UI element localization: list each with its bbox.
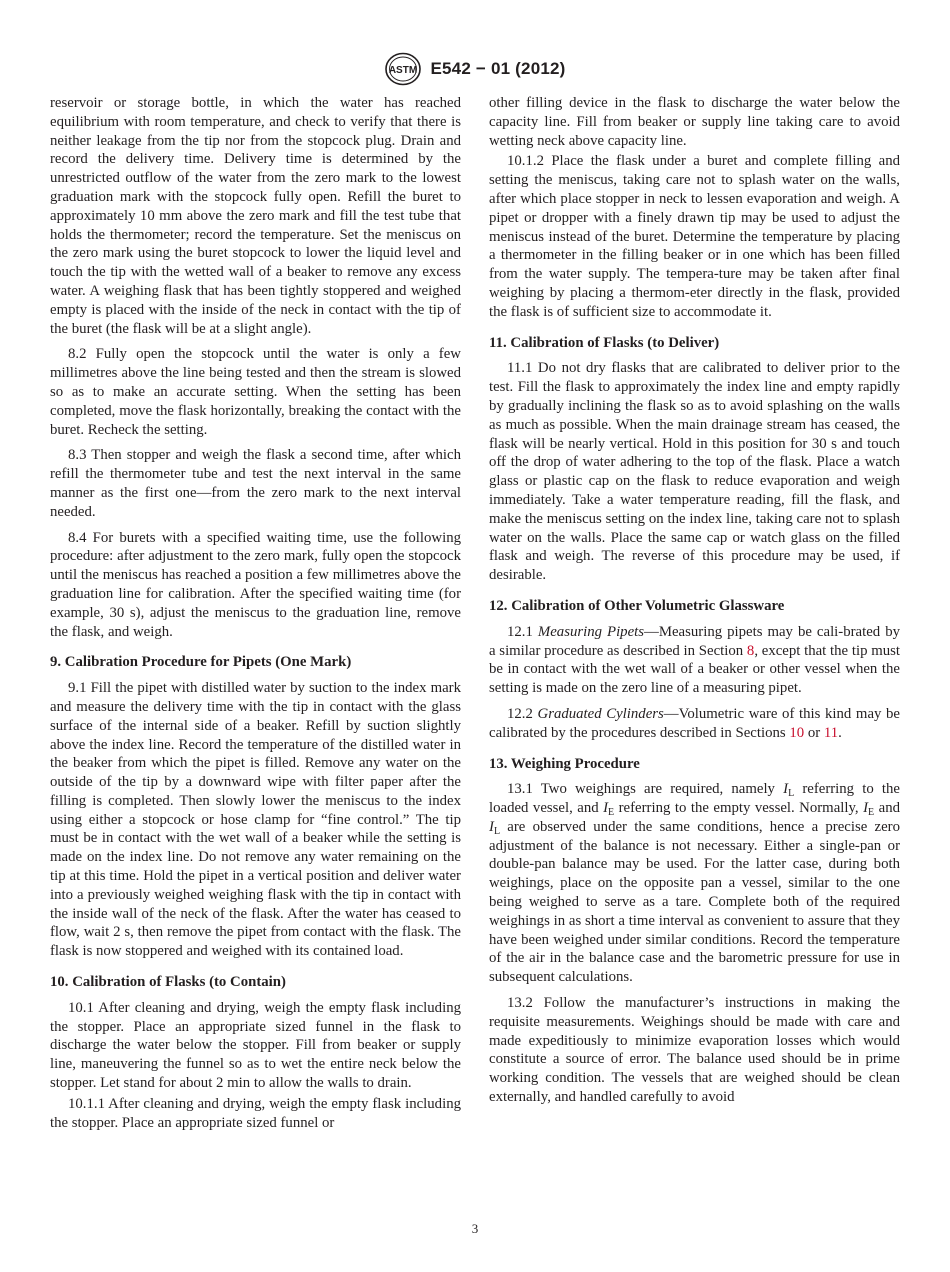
paragraph-8-1-continued: reservoir or storage bottle, in which the water has reached equilibrium with room temperature, and check to verify that there is neither leakage from the tip nor from the stopcock plug. Drain and record the delivery time. Delivery time is determined by the unrestricted outflow of the water from the zero mark to the lowest graduation mark with the stopcock fully open. Refill the buret to approximately 10 mm above the zero mark and fill the test tube that holds the thermometer; record the temperature. Set the meniscus on the zero mark using the buret stopcock to lower the liquid level and touch the tip with the wetted wall of a beaker to remove any excess water. A weighing flask that has been tightly stoppered and weighed empty is placed with the inside of the neck in contact with the tip of the buret (the flask will be at a slight angle).: [50, 95, 461, 337]
paragraph-13-1: 13.1 Two weighings are required, namely $I_L$ referring to the loaded vessel, and $I_E$ referring to the empty vessel. Normally, $I_E$ and $I_L$ are observed under the same conditions, hence a precise zero adjustment of the balance is not necessary. Either a single-pan or double-pan balance may be used. For the latter case, during both weighings, place on the opposite pan a vessel, similar to the one being weighed to serve as a tare. Complete both of the required weighings in as short a time interval as convenient to assure that they have been weighed under similar conditions. Record the temperature of the air in the balance case and the barometric pressure for use in subsequent calculations.: [489, 781, 900, 986]
paragraph-10-1-1: 10.1.1 After cleaning and drying, weigh the empty flask including the stopper. Place an appropriate sized funnel or: [50, 1095, 461, 1131]
measuring-pipets-label: Measuring Pipets: [537, 623, 645, 640]
section-8-link[interactable]: 8: [746, 642, 755, 659]
paragraph-11-1: 11.1 Do not dry flasks that are calibrated to deliver prior to the test. Fill the flask to approximately the index line and empty rapidly by gradually inclining the flask so as to avoid splashing on the walls as much as possible. When the main drainage stream has ceased, the flask will be nearly vertical. Hold in this position for 30 s and touch off the drop of water adhering to the top of the flask. Place a watch glass or plastic cap on the flask to reduce evaporation and weigh immediately. Take a water temperature reading, fill the flask, and make the meniscus setting on the index line, taking care not to splash water on the walls. Place the same cap or watch glass on the filled flask and weigh. The reverse of this procedure may be used, if desirable.: [489, 360, 900, 584]
document-designation: E542 − 01 (2012): [430, 59, 566, 78]
paragraph-10-1-2: 10.1.2 Place the flask under a buret and complete filling and setting the meniscus, taking care not to splash water on the walls, after which place stopper in neck to lessen evaporation and weigh. A pipet or dropper with a finely drawn tip may be used to adjust the meniscus instead of the buret. Determine the temperature by placing a thermometer in the filling beaker or in one which has been filled from the water supply. The tempera-ture may be taken after final weighing by placing a thermom-eter directly in the flask, provided the flask is of sufficient size to accommodate it.: [489, 153, 900, 320]
left-column: [50, 94, 461, 1139]
paragraph-8-2: 8.2 Fully open the stopcock until the water is only a few millimetres above the line being tested and then the stream is slowed so as to make an accurate setting. When the setting has been completed, move the flask horizontally, breaking the contact with the buret. Recheck the setting.: [50, 346, 461, 438]
paragraph-10-1: 10.1 After cleaning and drying, weigh the empty flask including the stopper. Place an appropriate sized funnel in the flask to discharge the water below the stopper. Fill from beaker or supply line, maneuvering the funnel so as to wet the entire neck below the stopper. Let stand for about 2 min to allow the walls to drain.: [50, 999, 461, 1092]
section-10-link[interactable]: 10: [789, 724, 805, 741]
paragraph-12-1: 12.1 Measuring Pipets—Measuring pipets may be cali-brated by a similar procedure as described in Section 8, except that the tip must be in contact with the wet wall of a beaker or other vessel when the setting is made on the zero line of a measuring pipet.: [489, 623, 900, 697]
paragraph-12-2: 12.2 Graduated Cylinders—Volumetric ware of this kind may be calibrated by the procedures described in Sections 10 or 11.: [489, 705, 900, 741]
section-13-heading: 13. Weighing Procedure: [489, 755, 640, 772]
paragraph-10-1-1-continued: other filling device in the flask to discharge the water below the capacity line. Fill from beaker or supply line taking care to avoid wetting neck above capacity line.: [489, 95, 900, 149]
section-11-link[interactable]: 11: [823, 724, 839, 741]
graduated-cylinders-label: Graduated Cylinders: [537, 705, 664, 722]
page-header: [0, 52, 950, 86]
astm-logo-icon: [384, 52, 422, 86]
paragraph-9-1: 9.1 Fill the pipet with distilled water by suction to the index mark and measure the delivery time with the tip in contact with the glass surface of the internal side of a beaker. Refill by suction slightly above the index line. Record the temperature of the distilled water in the beaker from which the pipet is filled. Remove any water on the outside of the tip by a downward wipe with filter paper after the filling is completed. Then slowly lower the meniscus to the index using either a stopcock or hose clamp for “fine control.” The tip must be in contact with the wet wall of a beaker while the setting is made on the index line. Do not remove any water remaining on the tip at this time. Hold the pipet in a vertical position and deliver water into a previously weighed weighing flask with the tip in contact with the inside wall of the neck of the flask. After the water has ceased to flow, wait 2 s, then remove the pipet from contact with the flask. The flask is now stoppered and weighed with its contained load.: [50, 680, 461, 960]
paragraph-8-3: 8.3 Then stopper and weigh the flask a second time, after which refill the thermometer tube and test the next interval in the same manner as the first one—from the zero mark to the next interval needed.: [50, 447, 461, 520]
section-12-heading: 12. Calibration of Other Volumetric Glassware: [489, 597, 785, 614]
svg-text:ASTM: ASTM: [389, 65, 418, 76]
paragraph-8-4: 8.4 For burets with a specified waiting time, use the following procedure: after adjustment to the zero mark, fully open the stopcock until the meniscus has reached a position a few millimetres above the graduation line for calibration. After the specified waiting time (for example, 30 s), adjust the meniscus to the graduation line, remove the flask, and weigh.: [50, 529, 461, 640]
section-11-heading: 11. Calibration of Flasks (to Deliver): [489, 334, 720, 351]
right-column: [489, 94, 900, 1114]
section-9-heading: 9. Calibration Procedure for Pipets (One Mark): [50, 654, 352, 671]
page-number: 3: [471, 1221, 479, 1236]
paragraph-13-2: 13.2 Follow the manufacturer’s instructions in making the requisite measurements. Weighings should be made with care and made expeditiously to minimize evaporation losses which would constitute a source of error. The balance used should be in prime working condition. The vessels that are weighed should be clean externally, and handled carefully to avoid: [489, 995, 900, 1106]
section-10-heading: 10. Calibration of Flasks (to Contain): [50, 974, 286, 991]
